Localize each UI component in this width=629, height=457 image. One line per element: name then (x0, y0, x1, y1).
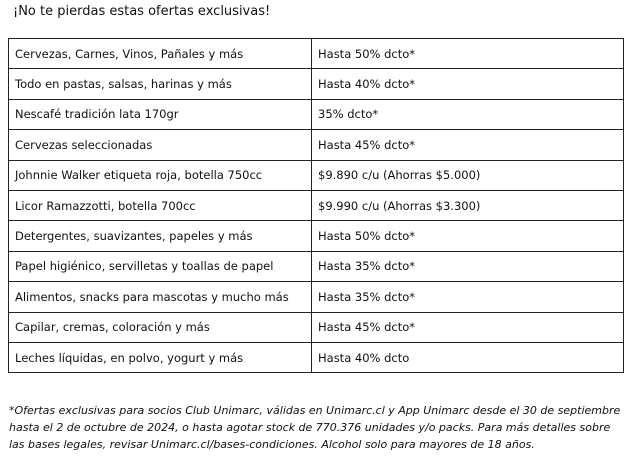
product-cell: Nescafé tradición lata 170gr (9, 99, 312, 129)
product-cell: Cervezas, Carnes, Vinos, Pañales y más (9, 39, 312, 69)
page-heading: ¡No te pierdas estas ofertas exclusivas! (13, 4, 271, 19)
discount-cell: $9.990 c/u (Ahorras $3.300) (312, 190, 624, 220)
discount-cell: Hasta 50% dcto* (312, 39, 624, 69)
product-cell: Cervezas seleccionadas (9, 130, 312, 160)
product-cell: Alimentos, snacks para mascotas y mucho más (9, 282, 312, 312)
table-row (9, 160, 624, 190)
discount-cell: Hasta 35% dcto* (312, 282, 624, 312)
product-cell: Johnnie Walker etiqueta roja, botella 750cc (9, 160, 312, 190)
table-row (9, 130, 624, 160)
discount-cell: Hasta 40% dcto (312, 342, 624, 372)
discount-cell: Hasta 50% dcto* (312, 221, 624, 251)
discount-cell: Hasta 45% dcto* (312, 130, 624, 160)
discount-cell: $9.890 c/u (Ahorras $5.000) (312, 160, 624, 190)
product-cell: Detergentes, suavizantes, papeles y más (9, 221, 312, 251)
table-row (9, 69, 624, 99)
product-cell: Licor Ramazzotti, botella 700cc (9, 190, 312, 220)
table-row (9, 342, 624, 372)
discount-cell: Hasta 40% dcto* (312, 69, 624, 99)
product-cell: Capilar, cremas, coloración y más (9, 312, 312, 342)
table-row (9, 251, 624, 281)
product-cell: Leches líquidas, en polvo, yogurt y más (9, 342, 312, 372)
table-row (9, 190, 624, 220)
discount-cell: Hasta 35% dcto* (312, 251, 624, 281)
table-row (9, 39, 624, 69)
offers-table (8, 38, 624, 373)
table-row (9, 221, 624, 251)
legal-footnote: *Ofertas exclusivas para socios Club Unimarc, válidas en Unimarc.cl y App Unimarc desde el 30 de septiembre hasta el 2 de octubre de 2024, o hasta agotar stock de 770.376 unidades y/o packs. Para más detalles sobre las bases legales, revisar Unimarc.cl/bases-condiciones. Alcohol solo para mayores de 18 años. (9, 404, 621, 451)
discount-cell: Hasta 45% dcto* (312, 312, 624, 342)
table-row (9, 99, 624, 129)
table-row (9, 282, 624, 312)
table-row (9, 312, 624, 342)
product-cell: Todo en pastas, salsas, harinas y más (9, 69, 312, 99)
product-cell: Papel higiénico, servilletas y toallas de papel (9, 251, 312, 281)
discount-cell: 35% dcto* (312, 99, 624, 129)
